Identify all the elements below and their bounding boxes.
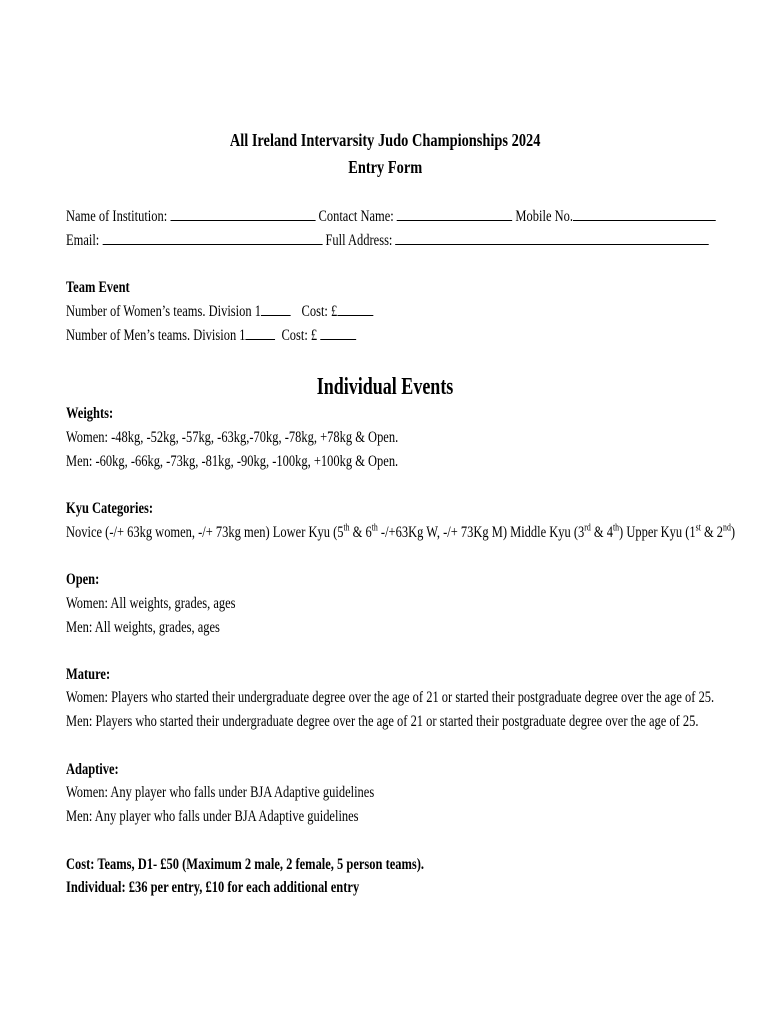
kyu-sup-3: rd [584, 522, 591, 534]
title-line-2: Entry Form [347, 157, 422, 177]
cost-teams: Cost: Teams, D1- £50 (Maximum 2 male, 2 female, 5 person teams). [66, 856, 425, 873]
mature-women: Women: Players who started their undergraduate degree over the age of 21 or started their postgraduate degree over the age of 25. [66, 689, 715, 706]
open-heading: Open: [66, 571, 100, 588]
email-field[interactable] [102, 230, 322, 245]
individual-events-text: Individual Events [316, 374, 454, 400]
men-teams-row [66, 325, 356, 346]
open-women: Women: All weights, grades, ages [66, 595, 236, 612]
mobile-label: Mobile No. [515, 208, 573, 225]
kyu-sup-1: th [343, 522, 350, 534]
kyu-sup-6: nd [723, 522, 731, 534]
address-field[interactable] [396, 230, 710, 245]
kyu-sup-4: th [612, 522, 620, 534]
kyu-text-6: & 2 [700, 524, 724, 541]
men-cost-field[interactable] [320, 325, 356, 340]
email-address-row [66, 230, 709, 251]
men-teams-count-field[interactable] [246, 325, 276, 340]
address-label: Full Address: [325, 232, 393, 249]
weights-women: Women: -48kg, -52kg, -57kg, -63kg,-70kg, -78kg, +78kg & Open. [66, 429, 399, 446]
mobile-field[interactable] [573, 206, 716, 221]
kyu-categories-line [66, 523, 735, 543]
kyu-text-7: ) [730, 524, 736, 541]
kyu-text-4: & 4 [590, 524, 613, 541]
kyu-sup-2: th [371, 522, 378, 534]
women-cost-field[interactable] [337, 301, 373, 316]
weights-men: Men: -60kg, -66kg, -73kg, -81kg, -90kg, -100kg, +100kg & Open. [66, 453, 399, 470]
mature-men: Men: Players who started their undergraduate degree over the age of 21 or started their postgraduate degree over the age of 25. [66, 713, 699, 730]
individual-events-heading [0, 373, 770, 401]
email-label: Email: [66, 232, 100, 249]
contact-name-label: Contact Name: [318, 208, 394, 225]
weights-heading: Weights: [66, 405, 114, 422]
women-cost-label: Cost: £ [301, 303, 338, 320]
title-line-1: All Ireland Intervarsity Judo Championships 2024 [229, 130, 541, 150]
team-event-heading: Team Event [66, 279, 130, 296]
mature-heading: Mature: [66, 666, 111, 683]
form-subtitle [0, 156, 770, 178]
form-title [0, 129, 770, 151]
women-teams-count-field[interactable] [261, 301, 291, 316]
women-teams-label: Number of Women’s teams. Division 1 [66, 303, 261, 320]
adaptive-men: Men: Any player who falls under BJA Adaptive guidelines [66, 808, 359, 825]
kyu-text-1: Novice (-/+ 63kg women, -/+ 73kg men) Lower Kyu (5 [66, 524, 344, 541]
cost-individual: Individual: £36 per entry, £10 for each additional entry [66, 879, 360, 896]
women-teams-row [66, 301, 373, 322]
adaptive-heading: Adaptive: [66, 761, 119, 778]
kyu-heading: Kyu Categories: [66, 500, 153, 517]
kyu-text-3: -/+63Kg W, -/+ 73Kg M) Middle Kyu (3 [377, 524, 585, 541]
kyu-text-2: & 6 [349, 524, 372, 541]
contact-row [66, 206, 716, 227]
kyu-text-5: ) Upper Kyu (1 [619, 524, 696, 541]
men-cost-label: Cost: £ [281, 327, 318, 344]
institution-field[interactable] [170, 206, 315, 221]
kyu-sup-5: st [695, 522, 701, 534]
contact-name-field[interactable] [397, 206, 512, 221]
open-men: Men: All weights, grades, ages [66, 619, 220, 636]
institution-label: Name of Institution: [66, 208, 168, 225]
adaptive-women: Women: Any player who falls under BJA Adaptive guidelines [66, 784, 375, 801]
men-teams-label: Number of Men’s teams. Division 1 [66, 327, 246, 344]
